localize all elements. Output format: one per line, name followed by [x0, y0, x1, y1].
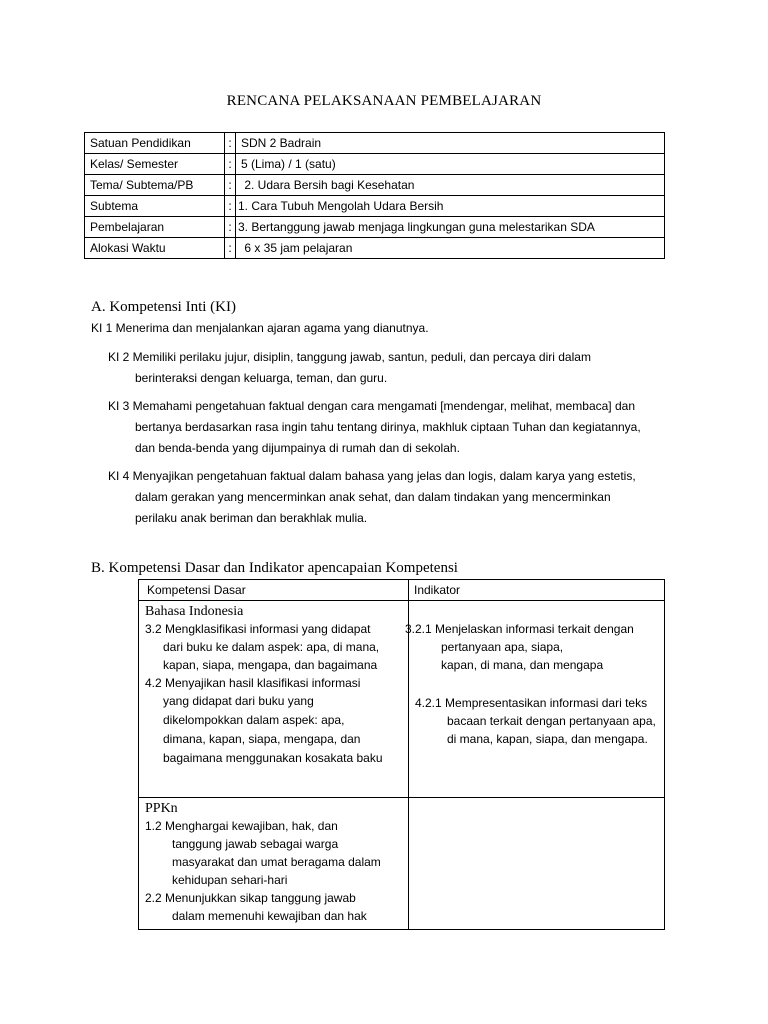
indicator-line: kapan, di mana, dan mengapa [441, 658, 604, 672]
competency-row-ppkn [139, 798, 665, 930]
kd-cell-ppkn [139, 798, 409, 930]
identity-value: 5 (Lima) / 1 (satu) [236, 154, 665, 175]
indicator-cell-bahasa [405, 601, 665, 798]
kd-line: dari buku ke dalam aspek: apa, di mana, [163, 640, 380, 654]
ki4-line: KI 4 Menyajikan pengetahuan faktual dalam bahasa yang jelas dan logis, dalam karya yang estetis, [108, 469, 636, 483]
kd-line: 3.2 Mengklasifikasi informasi yang didapat [145, 622, 371, 636]
identity-separator: : [225, 217, 236, 238]
identity-label: Pembelajaran [85, 217, 225, 238]
identity-value: 3. Bertanggung jawab menjaga lingkungan guna melestarikan SDA [236, 217, 665, 238]
identity-value: 2. Udara Bersih bagi Kesehatan [236, 175, 665, 196]
competency-table [138, 579, 665, 930]
ki2-line: KI 2 Memiliki perilaku jujur, disiplin, tanggung jawab, santun, peduli, dan percaya diri dalam [108, 350, 591, 364]
kd-line: kehidupan sehari-hari [172, 873, 288, 887]
identity-row [85, 154, 665, 175]
identity-value: 6 x 35 jam pelajaran [236, 238, 665, 259]
competency-row-bahasa [139, 601, 665, 798]
ki3-line: KI 3 Memahami pengetahuan faktual dengan cara mengamati [mendengar, melihat, membaca] dan [108, 399, 635, 413]
indicator-3-2-1 [405, 620, 664, 674]
subject-ppkn: PPKn [145, 801, 178, 816]
kd-column-header: Kompetensi Dasar [139, 580, 409, 601]
section-a-heading: A. Kompetensi Inti (KI) [91, 299, 236, 315]
identity-label: Kelas/ Semester [85, 154, 225, 175]
kd-line: dalam memenuhi kewajiban dan hak [172, 909, 367, 923]
indicator-line: 3.2.1 Menjelaskan informasi terkait dengan [405, 622, 634, 636]
identity-row [85, 133, 665, 154]
ki4-line: perilaku anak beriman dan berakhlak mulia. [135, 511, 368, 525]
ki2-paragraph [108, 347, 591, 389]
kd-cell-bahasa [139, 601, 409, 798]
ki4-paragraph [108, 466, 636, 529]
kd-line: 1.2 Menghargai kewajiban, hak, dan [145, 819, 338, 833]
ki3-line: dan benda-benda yang dijumpainya di rumah dan di sekolah. [135, 441, 460, 455]
identity-label: Tema/ Subtema/PB [85, 175, 225, 196]
indicator-4-2-1 [415, 694, 664, 748]
identity-separator: : [225, 154, 236, 175]
ki1-line: KI 1 Menerima dan menjalankan ajaran agama yang dianutnya. [91, 321, 429, 335]
subject-bahasa-indonesia: Bahasa Indonesia [145, 604, 244, 619]
identity-separator: : [225, 238, 236, 259]
identity-row [85, 175, 665, 196]
page-title: RENCANA PELAKSANAAN PEMBELAJARAN [226, 93, 542, 109]
kd-line: kapan, siapa, mengapa, dan bagaimana [163, 658, 378, 672]
identity-separator: : [225, 175, 236, 196]
identity-row [85, 196, 665, 217]
kd-line: dimana, kapan, siapa, mengapa, dan [163, 732, 361, 746]
identity-separator: : [225, 133, 236, 154]
identity-value: SDN 2 Badrain [236, 133, 665, 154]
identity-table [84, 132, 665, 259]
ki3-paragraph [108, 396, 641, 459]
indicator-line: pertanyaan apa, siapa, [441, 640, 564, 654]
indicator-line: bacaan terkait dengan pertanyaan apa, [447, 714, 656, 728]
competency-header-row [139, 580, 665, 601]
kd-item-3-2 [139, 620, 408, 674]
ki4-line: dalam gerakan yang mencerminkan anak sehat, dan dalam tindakan yang mencerminkan [135, 490, 611, 504]
identity-row [85, 238, 665, 259]
section-b-heading: B. Kompetensi Dasar dan Indikator apencapaian Kompetensi [91, 560, 458, 576]
indicator-line: di mana, kapan, siapa, dan mengapa. [447, 732, 648, 746]
kd-item-1-2 [139, 817, 408, 889]
indicator-line: 4.2.1 Mempresentasikan informasi dari teks [415, 696, 648, 710]
indicator-column-header: Indikator [409, 580, 665, 601]
ki2-line: berinteraksi dengan keluarga, teman, dan guru. [135, 371, 388, 385]
identity-label: Subtema [85, 196, 225, 217]
indicator-cell-ppkn [409, 798, 665, 930]
identity-row [85, 217, 665, 238]
kd-item-2-2 [139, 889, 408, 925]
ki1-paragraph [91, 318, 429, 339]
kd-line: 2.2 Menunjukkan sikap tanggung jawab [145, 891, 356, 905]
identity-value: 1. Cara Tubuh Mengolah Udara Bersih [236, 196, 665, 217]
identity-label: Satuan Pendidikan [85, 133, 225, 154]
kd-line: yang didapat dari buku yang [163, 694, 314, 708]
kd-line: bagaimana menggunakan kosakata baku [163, 751, 383, 765]
identity-label: Alokasi Waktu [85, 238, 225, 259]
kd-line: masyarakat dan umat beragama dalam [172, 855, 381, 869]
kd-line: dikelompokkan dalam aspek: apa, [163, 713, 345, 727]
kd-line: 4.2 Menyajikan hasil klasifikasi informasi [145, 676, 361, 690]
identity-separator: : [225, 196, 236, 217]
kd-line: tanggung jawab sebagai warga [172, 837, 339, 851]
ki3-line: bertanya berdasarkan rasa ingin tahu tentang dirinya, makhluk ciptaan Tuhan dan kegiatannya, [135, 420, 641, 434]
kd-item-4-2 [139, 674, 408, 768]
